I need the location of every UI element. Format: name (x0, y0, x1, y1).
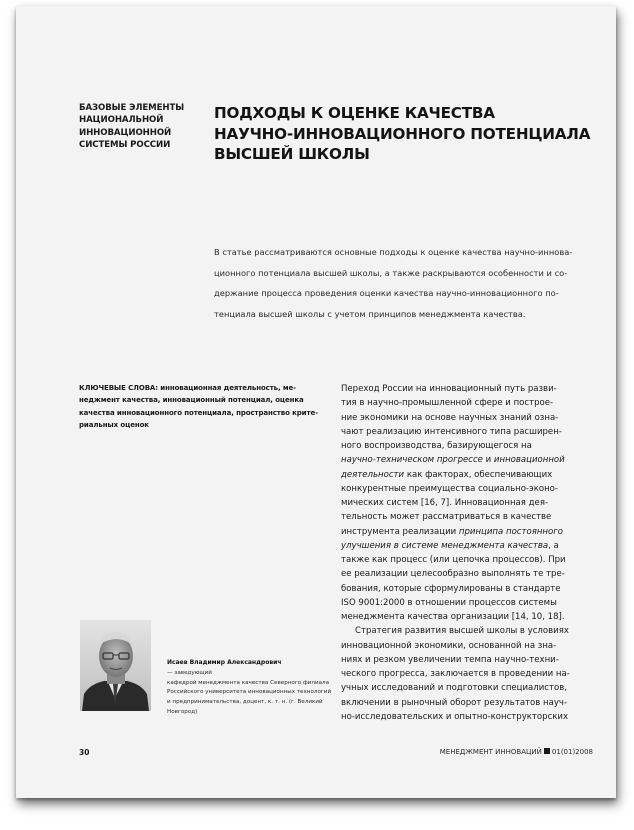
body-span: и (482, 455, 494, 466)
journal-issue: 01(01)2008 (551, 748, 593, 756)
keywords-line: КЛЮЧЕВЫЕ СЛОВА: инновационная деятельность, ме- (79, 384, 296, 392)
body-line (341, 539, 601, 553)
body-line: мических систем [16, 7]. Инновационная дея- (341, 498, 549, 508)
abstract-line: держание процесса проведения оценки качества научно-инновационного по- (214, 288, 559, 299)
title-line: НАУЧНО-ИННОВАЦИОННОГО ПОТЕНЦИАЛА (214, 124, 591, 143)
body-span: , а (548, 540, 559, 551)
body-line: чают реализацию интенсивного типа расширен- (341, 426, 562, 437)
body-italic: научно-техническом прогрессе (341, 455, 483, 466)
body-line: тельность может рассматриваться в качестве (341, 512, 552, 523)
body-line: конкурентные преимущества социально-эконо- (341, 483, 558, 494)
journal-name: МЕНЕДЖМЕНТ ИННОВАЦИЙ (439, 748, 542, 756)
keywords-line: риальных оценок (79, 421, 149, 430)
rubric-line: ИННОВАЦИОННОЙ (79, 127, 172, 138)
journal-footer (440, 748, 593, 756)
abstract-line: В статье рассматриваются основные подходы к оценке качества научно-иннова- (214, 247, 573, 257)
body-italic: улучшения в системе менеджмента качества (341, 540, 549, 551)
body-span: инструмента реализации (341, 526, 459, 537)
body-line (341, 453, 601, 467)
body-line: ее реализации целесообразно выполнять те тре- (341, 569, 565, 580)
rubric-line: БАЗОВЫЕ ЭЛЕМЕНТЫ (79, 103, 185, 113)
body-line: инновационной экономики, основанной на зна- (341, 640, 557, 651)
keywords-line: неджмент качества, инновационный потенциал, оценка (79, 396, 304, 405)
keywords-line: качества инновационного потенциала, пространство крите- (79, 408, 318, 417)
body-span: как факторах, обеспечивающих (404, 469, 553, 480)
body-line (341, 468, 601, 482)
article-title (214, 103, 594, 165)
body-line: бования, которые сформулированы в стандарте (341, 583, 561, 594)
body-line: ческого прогресса, заключается в проведении на- (341, 669, 570, 679)
page-number: 30 (79, 748, 90, 757)
author-name: Исаев Владимир Александрович (167, 659, 282, 666)
portrait-icon (80, 620, 151, 711)
section-rubric (79, 102, 189, 152)
author-line: кафедрой менеджмента качества Северного филиала (167, 679, 330, 686)
body-line: включении в рыночный оборот результатов науч- (341, 697, 568, 708)
author-line (167, 658, 327, 679)
body-italic: инновационной (493, 455, 565, 466)
journal-page (16, 6, 616, 798)
body-line: учных исследований и подготовки специалистов, (341, 683, 567, 694)
body-italic: деятельности (341, 469, 405, 480)
body-column (341, 382, 601, 724)
body-line: Стратегия развития высшей школы в условиях (355, 626, 569, 637)
body-line: ниях и резком увеличении темпа научно-техни- (341, 654, 559, 665)
article-abstract (214, 242, 594, 324)
author-line: Новгород) (167, 708, 198, 715)
square-bullet-icon (544, 748, 550, 754)
rubric-line: НАЦИОНАЛЬНОЙ (79, 115, 164, 126)
abstract-line: ционного потенциала высшей школы, а также раскрываются особенности и со- (214, 267, 568, 278)
author-line: Российского университета инновационных технологий (167, 689, 332, 696)
author-photo (80, 620, 151, 711)
body-line: ISO 9001:2000 в отношении процессов системы (341, 597, 557, 608)
body-line: но-исследовательских и опытно-конструкторских (341, 711, 569, 722)
keywords-block (79, 382, 318, 432)
title-line: ПОДХОДЫ К ОЦЕНКЕ КАЧЕСТВА (214, 104, 495, 122)
title-line: ВЫСШЕЙ ШКОЛЫ (214, 145, 370, 163)
body-line: тия в научно-промышленной сфере и построе- (341, 398, 554, 409)
author-line: и предпринимательства, доцент, к. т. н. (г. Великий (167, 699, 323, 706)
rubric-line: СИСТЕМЫ РОССИИ (79, 140, 171, 151)
body-line: ного воспроизводства, базирующегося на (341, 441, 532, 451)
body-line: ние экономики на основе научных знаний озна- (341, 412, 559, 423)
body-line: Переход России на инновационный путь разви- (341, 384, 557, 394)
author-info (167, 658, 332, 718)
author-role: — заведующий (167, 669, 212, 676)
abstract-line: тенциала высшей школы с учетом принципов менеджмента качества. (214, 308, 526, 319)
body-line (341, 525, 601, 539)
body-line: также как процесс (или цепочка процессов). При (341, 555, 566, 565)
body-italic: принципа постоянного (458, 526, 563, 537)
body-line: менеджмента качества организации [14, 10, 18]. (341, 612, 565, 622)
